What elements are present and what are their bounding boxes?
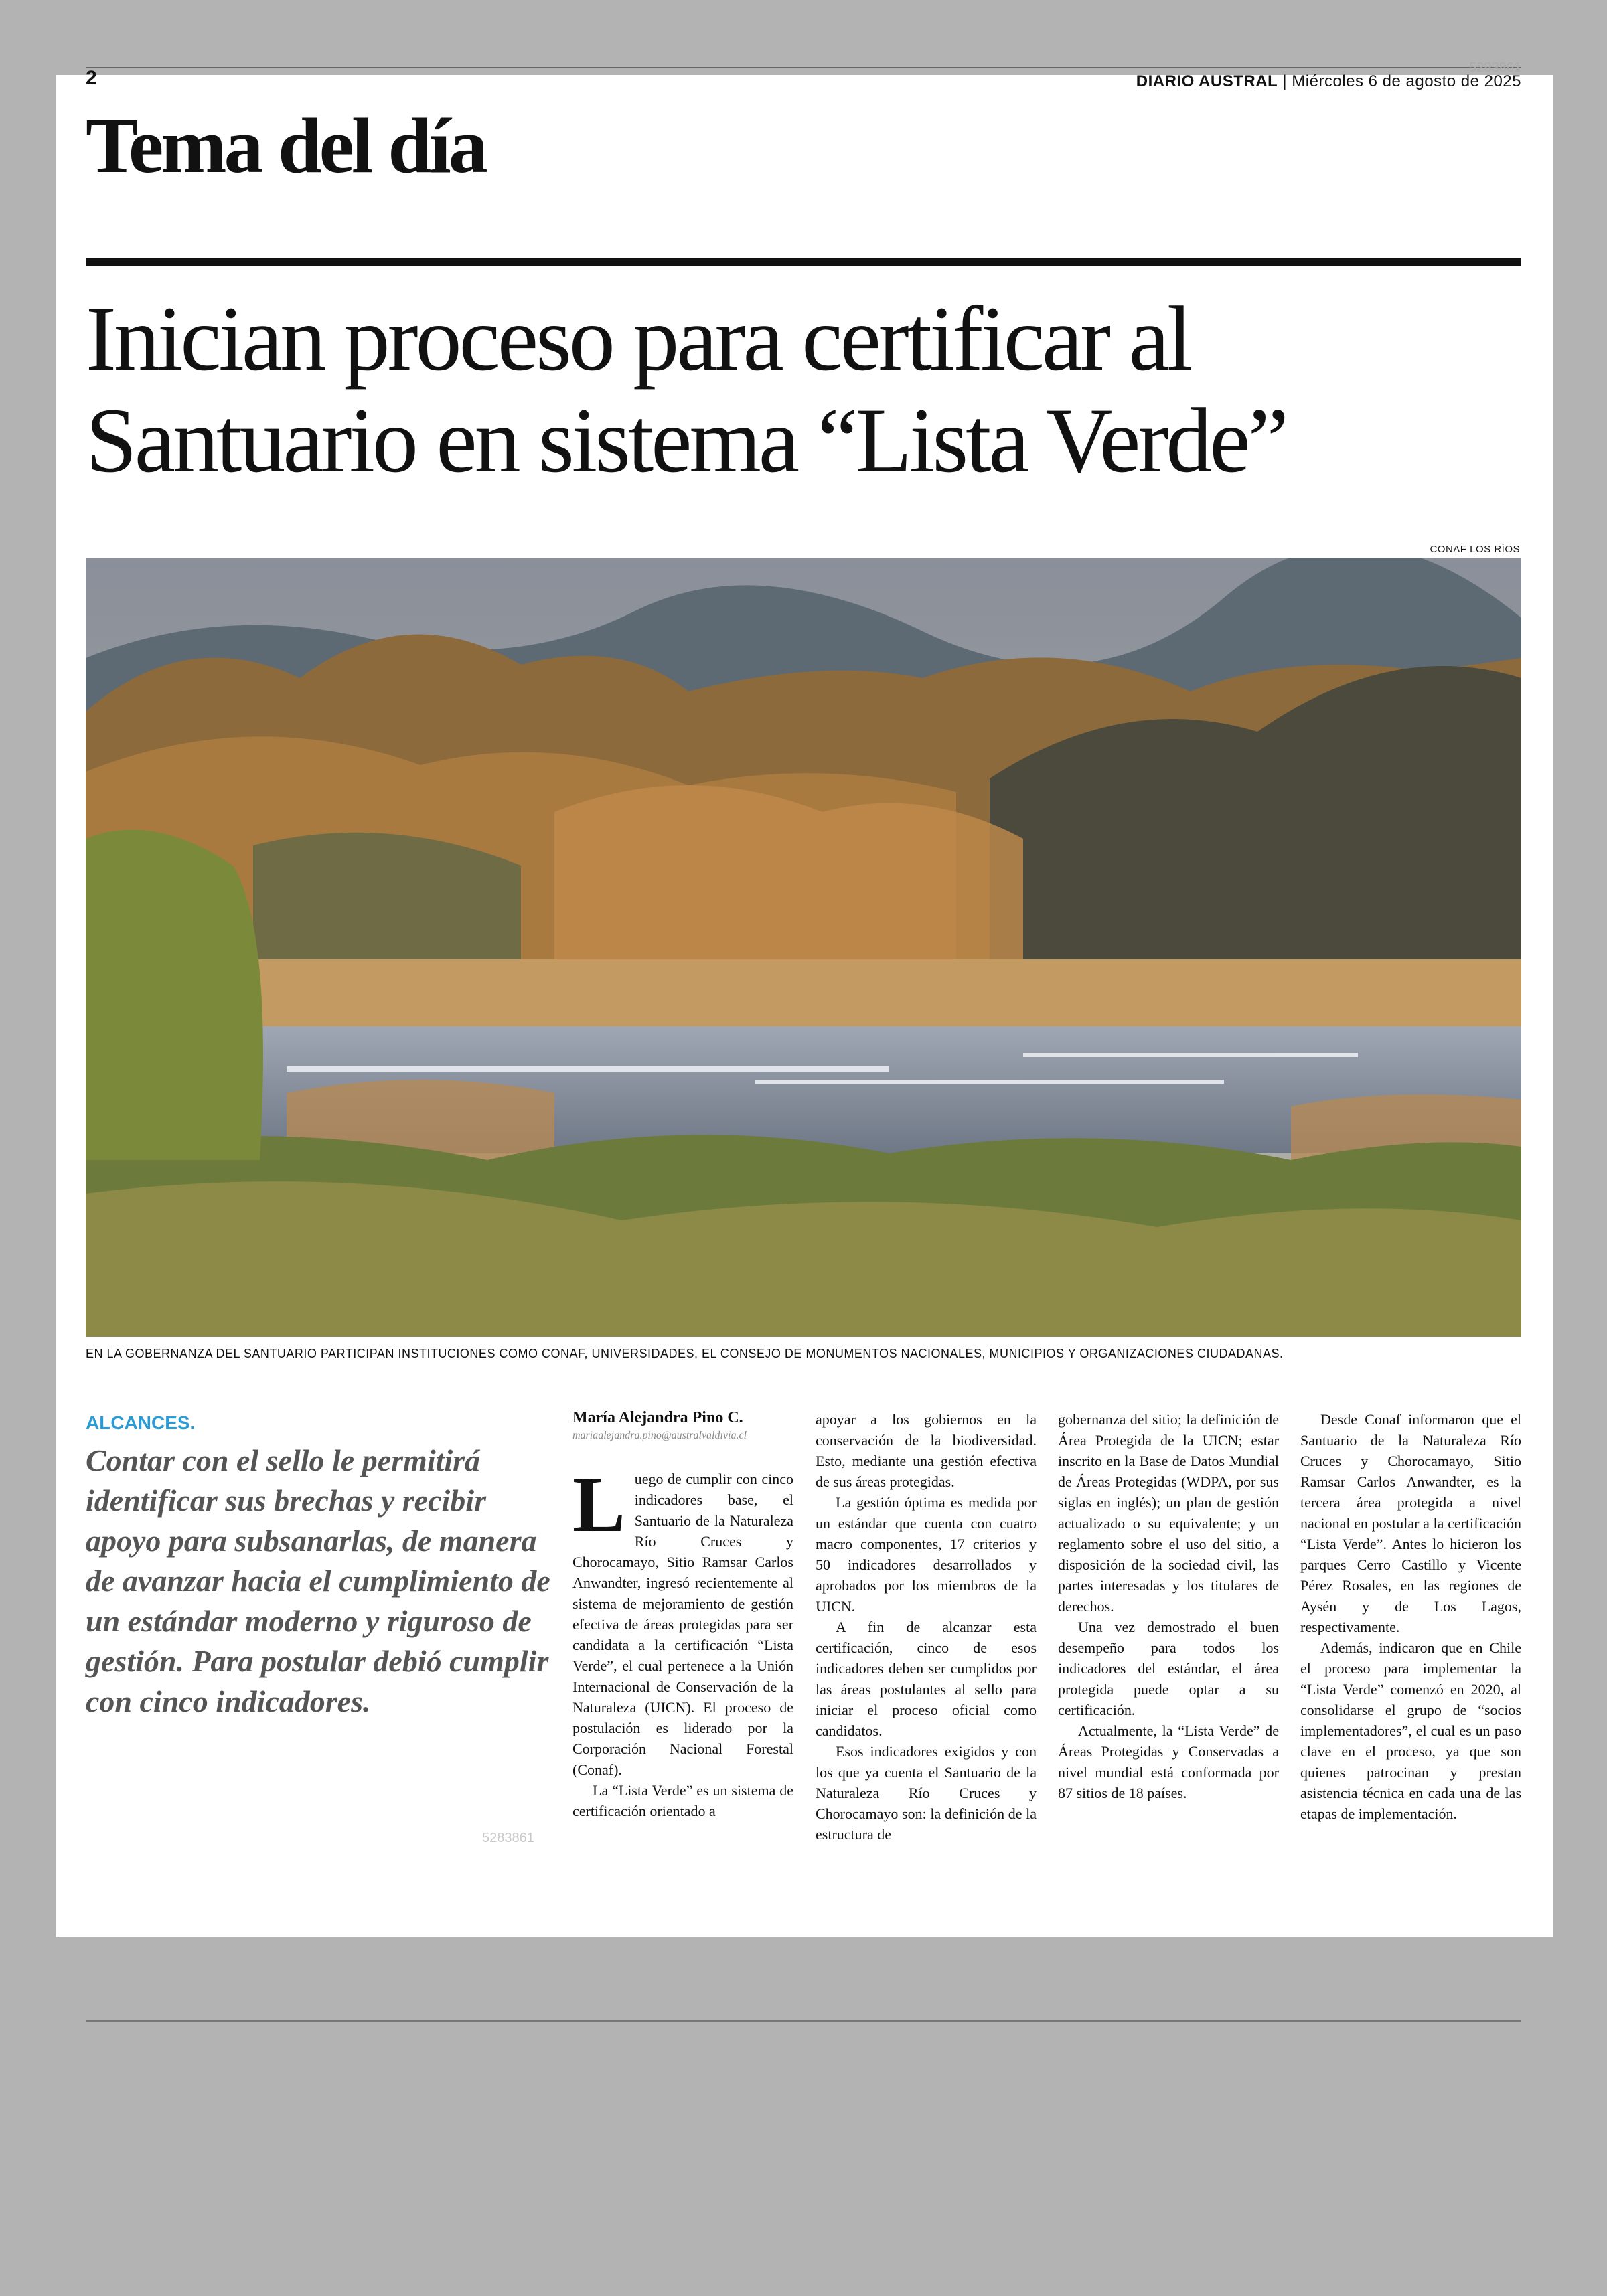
article-paragraph: gobernanza del sitio; la definición de Área Protegida de la UICN; estar inscrito en la Base de Datos Mundial de Áreas Protegidas (WDPA, por sus siglas en inglés); un plan de gestión actualizado o su equivalente; y un reglamento sobre el uso del sitio, a disposición de la sociedad civil, las partes interesadas y los titulares de derechos. (1058, 1411, 1279, 1615)
photo-credit: CONAF LOS RÍOS (1430, 544, 1520, 555)
article-paragraph: La “Lista Verde” es un sistema de certificación orientado a (572, 1782, 793, 1819)
sidebar-kicker: ALCANCES. (86, 1412, 196, 1433)
lead-summary: Contar con el sello le permitirá identificar sus brechas y recibir apoyo para subsanarlas, de manera de avanzar hacia el cumplimiento de un estándar moderno y riguroso de gestión. Para postular debió cumplir con cinco indicadores. (86, 1443, 550, 1718)
article-column-2 (816, 1409, 1037, 1845)
publication-info: DIARIO AUSTRAL | Miércoles 6 de agosto de 2025 (1136, 72, 1521, 90)
article-paragraph: Actualmente, la “Lista Verde” de Áreas Protegidas y Conservadas a nivel mundial está conformada por 87 sitios de 18 países. (1058, 1722, 1279, 1801)
bottom-rule (86, 2020, 1521, 2022)
article-column-1 (572, 1409, 793, 1821)
publication-name: DIARIO AUSTRAL (1136, 72, 1278, 90)
author-byline: María Alejandra Pino C. (572, 1409, 743, 1426)
article-paragraph: Luego de cumplir con cinco indicadores base, el Santuario de la Naturaleza Río Cruces y Chorocamayo, Sitio Ramsar Carlos Anwandter, ingresó recientemente al sistema de mejoramiento de gestión efectiva de áreas protegidas para ser candidata a la certificación “Lista Verde”, el cual pertenece a la Unión Internacional de Conservación de la Naturaleza (UICN). El proceso de postulación es liderado por la Corporación Nacional Forestal (Conaf). (572, 1461, 793, 1778)
wetland-photo (86, 558, 1521, 1337)
article-paragraph: La gestión óptima es medida por un estándar que cuenta con cuatro macro componentes, 17 criterios y 50 indicadores desarrollados y aprobados por los miembros de la UICN. (816, 1494, 1037, 1615)
article-column-4 (1300, 1409, 1521, 1824)
article-paragraph: Una vez demostrado el buen desempeño para todos los indicadores del estándar, el área protegida puede optar a su certificación. (1058, 1619, 1279, 1718)
reference-code: 5283861 (1469, 60, 1521, 75)
sidebar-code: 5283861 (482, 1831, 534, 1846)
section-title: Tema del día (86, 102, 485, 189)
publication-date: Miércoles 6 de agosto de 2025 (1292, 72, 1521, 90)
wetland-landscape-image (86, 558, 1521, 1337)
top-rule (86, 67, 1521, 68)
section-rule (86, 258, 1521, 266)
article-paragraph: A fin de alcanzar esta certificación, cinco de esos indicadores deben ser cumplidos por las áreas postulantes al sello para iniciar el proceso oficial como candidatos. (816, 1619, 1037, 1739)
article-paragraph: Esos indicadores exigidos y con los que ya cuenta el Santuario de la Naturaleza Río Cruces y Chorocamayo son: la definición de la estructura de (816, 1743, 1037, 1843)
author-email: mariaalejandra.pino@australvaldivia.cl (572, 1430, 747, 1441)
article-column-3 (1058, 1409, 1279, 1803)
photo-caption: EN LA GOBERNANZA DEL SANTUARIO PARTICIPAN INSTITUCIONES COMO CONAF, UNIVERSIDADES, EL CONSEJO DE MONUMENTOS NACIONALES, MUNICIPIOS Y ORGANIZACIONES CIUDADANAS. (86, 1347, 1284, 1360)
page-number: 2 (86, 67, 97, 89)
article-paragraph: Además, indicaron que en Chile el proceso para implementar la “Lista Verde” comenzó en 2020, al consolidarse el grupo de “socios implementadores”, el cual es un paso clave en el proceso, ya que son quienes patrocinan y prestan asistencia técnica en cada una de las etapas de implementación. (1300, 1639, 1521, 1822)
drop-cap: L (572, 1461, 625, 1548)
headline: Inician proceso para certificar al Santuario en sistema “Lista Verde” (86, 287, 1286, 491)
article-paragraph: apoyar a los gobiernos en la conservación de la biodiversidad. Esto, mediante una gestión efectiva de sus áreas protegidas. (816, 1411, 1037, 1490)
article-paragraph: Desde Conaf informaron que el Santuario de la Naturaleza Río Cruces y Chorocamayo, Sitio Ramsar Carlos Anwandter, es la tercera área protegida a nivel nacional en postular a la certificación “Lista Verde”. Antes lo hicieron los parques Cerro Castillo y Vicente Pérez Rosales, en las regiones de Aysén y de Los Lagos, respectivamente. (1300, 1411, 1521, 1635)
